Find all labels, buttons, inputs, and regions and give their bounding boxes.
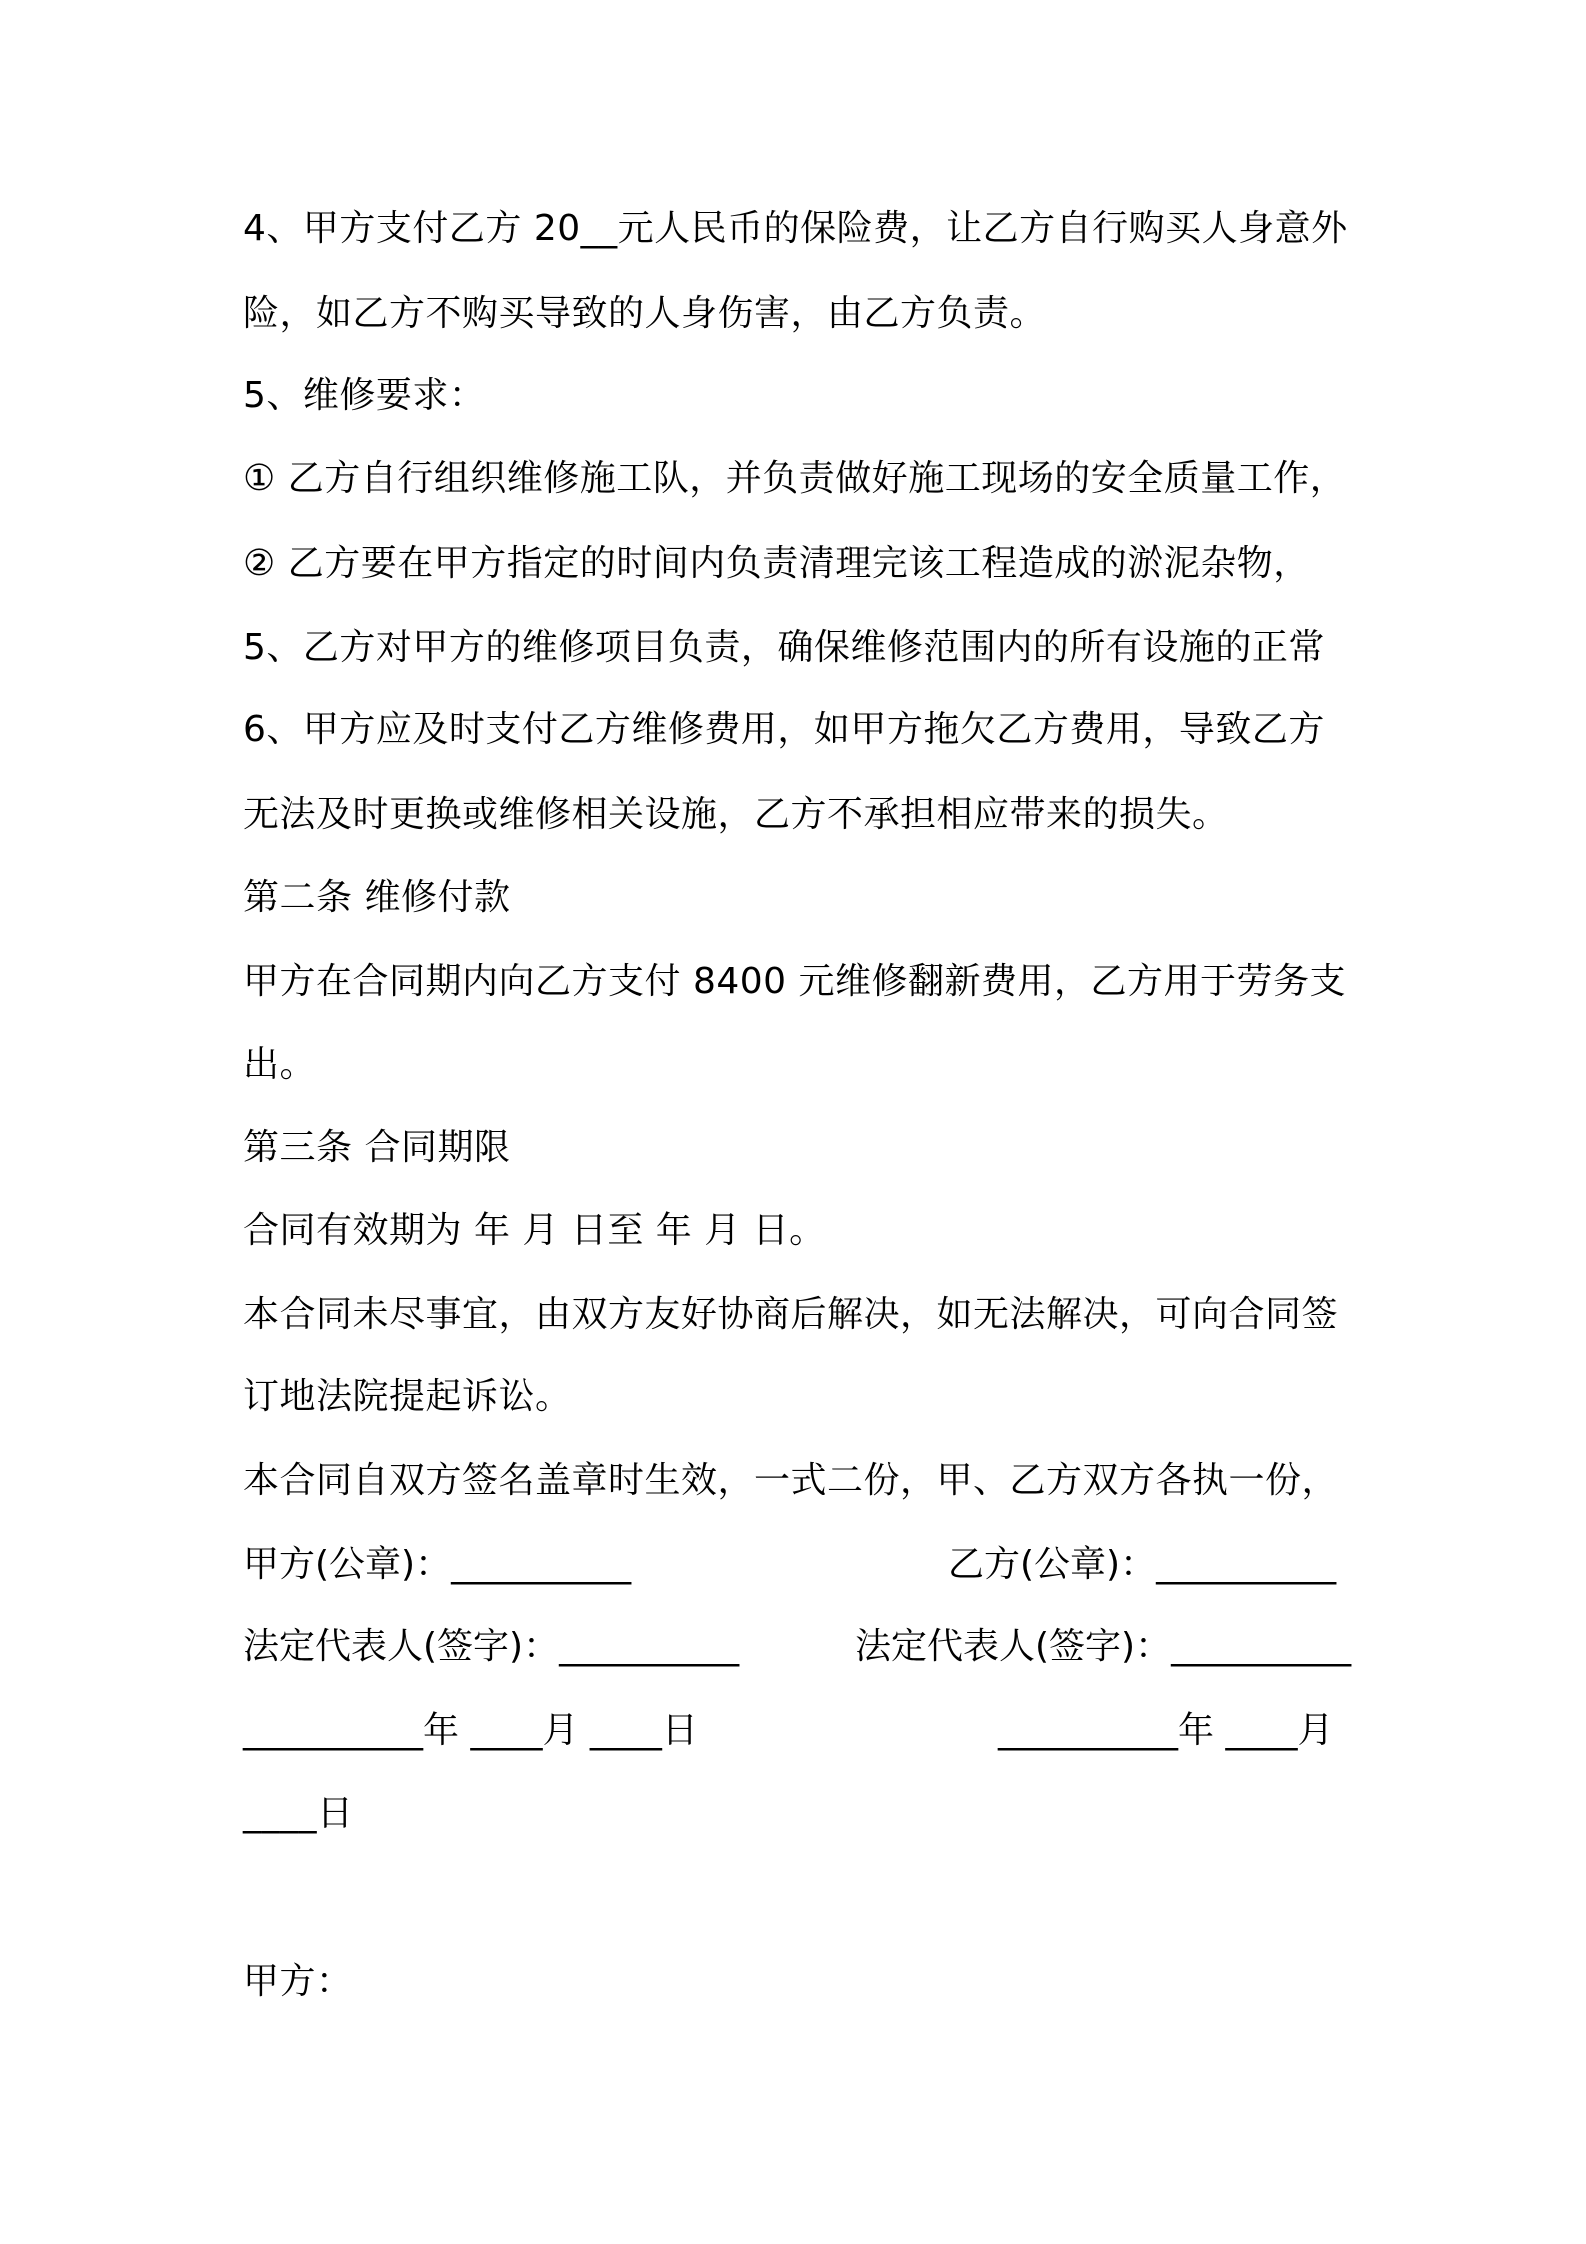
paragraph-payment-amount: 甲方在合同期内向乙方支付 8400 元维修翻新费用，乙方用于劳务支 xyxy=(243,961,1347,1002)
section-heading-payment: 第二条 维修付款 xyxy=(243,877,511,918)
paragraph-responsibility: 5、乙方对甲方的维修项目负责，确保维修范围内的所有设施的正常 xyxy=(243,627,1325,668)
party-b-representative-field: 法定代表人(签字)：__________ xyxy=(855,1626,1352,1667)
paragraph-payment-amount-cont: 出。 xyxy=(243,1044,317,1085)
paragraph-dispute-resolution-cont: 订地法院提起诉讼。 xyxy=(243,1376,572,1417)
signature-row-date xyxy=(243,1707,1353,1755)
party-a-seal-field: 甲方(公章)：__________ xyxy=(243,1544,632,1585)
list-item-requirement-2: ② 乙方要在甲方指定的时间内负责清理完该工程造成的淤泥杂物， xyxy=(243,543,1310,584)
party-b-date-field: __________年 ____月 xyxy=(998,1710,1334,1751)
party-a-representative-field: 法定代表人(签字)：__________ xyxy=(243,1626,740,1667)
paragraph-payment-obligation: 6、甲方应及时支付乙方维修费用，如甲方拖欠乙方费用，导致乙方 xyxy=(243,709,1325,750)
signature-row-seal xyxy=(243,1541,1353,1589)
signature-row-representative xyxy=(243,1623,1353,1671)
party-b-date-day-field: ____日 xyxy=(243,1793,354,1834)
list-item-requirement-1: ① 乙方自行组织维修施工队，并负责做好施工现场的安全质量工作， xyxy=(243,458,1347,499)
paragraph-insurance-cont: 险，如乙方不购买导致的人身伤害，由乙方负责。 xyxy=(243,293,1047,334)
party-b-seal-field: 乙方(公章)：__________ xyxy=(948,1544,1337,1585)
party-a-date-field: __________年 ____月 ____日 xyxy=(243,1710,698,1751)
paragraph-effectiveness: 本合同自双方签名盖章时生效，一式二份，甲、乙方双方各执一份， xyxy=(243,1460,1339,1501)
paragraph-payment-obligation-cont: 无法及时更换或维修相关设施，乙方不承担相应带来的损失。 xyxy=(243,794,1229,835)
paragraph-validity-period: 合同有效期为 年 月 日至 年 月 日。 xyxy=(243,1210,826,1251)
paragraph-insurance: 4、甲方支付乙方 20__元人民币的保险费，让乙方自行购买人身意外 xyxy=(243,208,1348,249)
paragraph-dispute-resolution: 本合同未尽事宜，由双方友好协商后解决，如无法解决，可向合同签 xyxy=(243,1294,1339,1335)
section-heading-term: 第三条 合同期限 xyxy=(243,1127,511,1168)
footer-party-a-label: 甲方： xyxy=(243,1961,353,2002)
paragraph-repair-requirements: 5、维修要求： xyxy=(243,375,486,416)
